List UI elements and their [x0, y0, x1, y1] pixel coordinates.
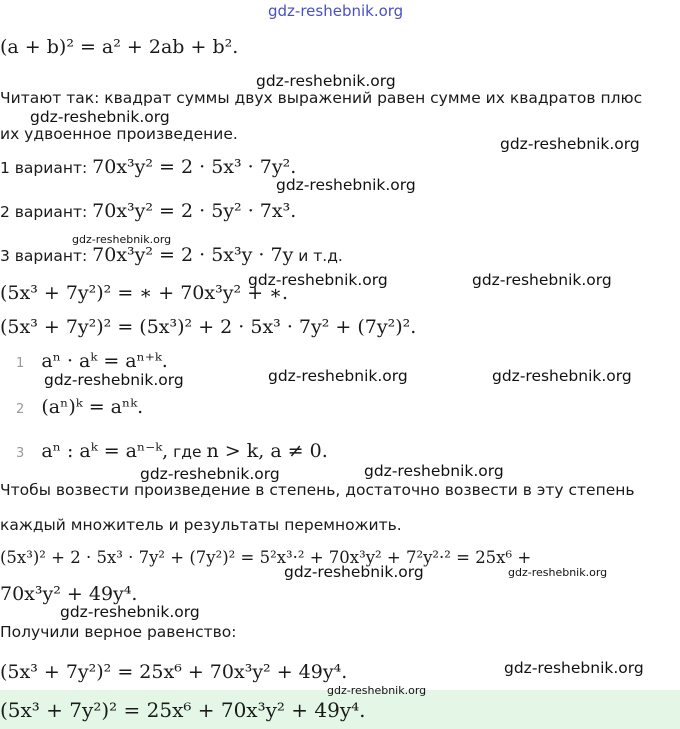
rule-3-where: где: [168, 443, 207, 461]
watermark: gdz-reshebnik.org: [504, 659, 644, 677]
variant-1: [0, 156, 296, 178]
got-correct-text: Получили верное равенство:: [0, 623, 237, 641]
variant-2: [0, 200, 296, 222]
equation-with-stars: (5x³ + 7y²)² = ∗ + 70x³y² + ∗.: [0, 282, 289, 304]
watermark: gdz-reshebnik.org: [492, 367, 632, 385]
rule-1-number: 1: [16, 356, 25, 371]
variant-3-suffix: и т.д.: [293, 247, 343, 265]
watermark: gdz-reshebnik.org: [44, 371, 184, 389]
calculation-line-2: 70x³y² + 49y⁴.: [0, 583, 138, 605]
read-rule-line-1: Читают так: квадрат суммы двух выражений равен сумме их квадратов плюс: [0, 89, 643, 107]
watermark: gdz-reshebnik.org: [500, 135, 640, 153]
formula-main: (a + b)² = a² + 2ab + b².: [0, 36, 239, 58]
rule-1: [16, 350, 168, 372]
watermark: gdz-reshebnik.org: [30, 108, 170, 126]
variant-3: [0, 244, 343, 266]
watermark: gdz-reshebnik.org: [327, 684, 427, 697]
equation-expanded: (5x³ + 7y²)² = (5x³)² + 2 · 5x³ · 7y² + (7y²)².: [0, 316, 417, 338]
watermark: gdz-reshebnik.org: [140, 465, 280, 483]
watermark: gdz-reshebnik.org: [256, 72, 396, 90]
final-equation: (5x³ + 7y²)² = 25x⁶ + 70x³y² + 49y⁴.: [0, 661, 348, 683]
watermark: gdz-reshebnik.org: [248, 271, 388, 289]
rule-3: [16, 440, 328, 462]
rule-3-number: 3: [16, 446, 25, 461]
variant-3-formula: 70x³y² = 2 · 5x³y · 7y: [92, 244, 294, 266]
watermark-top: gdz-reshebnik.org: [268, 2, 404, 20]
rule-3-condition: n > k, a ≠ 0.: [206, 440, 328, 462]
watermark: gdz-reshebnik.org: [284, 563, 424, 581]
answer-equation: (5x³ + 7y²)² = 25x⁶ + 70x³y² + 49y⁴.: [0, 698, 366, 722]
watermark: gdz-reshebnik.org: [268, 367, 408, 385]
variant-2-label: 2 вариант:: [0, 203, 93, 221]
variant-3-label: 3 вариант:: [0, 247, 93, 265]
read-rule-line-2: их удвоенное произведение.: [0, 125, 238, 143]
power-rule-text-1: Чтобы возвести произведение в степень, достаточно возвести в эту степень: [0, 481, 635, 499]
watermark: gdz-reshebnik.org: [276, 176, 416, 194]
watermark: gdz-reshebnik.org: [364, 462, 504, 480]
rule-2: [16, 396, 143, 418]
variant-2-formula: 70x³y² = 2 · 5y² · 7x³.: [92, 200, 297, 222]
rule-3-formula: aⁿ : aᵏ = aⁿ⁻ᵏ,: [41, 440, 169, 462]
watermark: gdz-reshebnik.org: [60, 603, 200, 621]
calculation-line-1: (5x³)² + 2 · 5x³ · 7y² + (7y²)² = 5²x³·² + 70x³y² + 7²y²·² = 25x⁶ +: [0, 548, 532, 567]
variant-1-formula: 70x³y² = 2 · 5x³ · 7y².: [92, 156, 297, 178]
watermark: gdz-reshebnik.org: [472, 271, 612, 289]
rule-1-formula: aⁿ · aᵏ = aⁿ⁺ᵏ.: [41, 350, 168, 372]
power-rule-text-2: каждый множитель и результаты перемножить.: [0, 516, 402, 534]
watermark: gdz-reshebnik.org: [508, 566, 608, 579]
variant-1-label: 1 вариант:: [0, 159, 93, 177]
rule-2-formula: (aⁿ)ᵏ = aⁿᵏ.: [41, 396, 144, 418]
watermark: gdz-reshebnik.org: [72, 233, 172, 246]
rule-2-number: 2: [16, 402, 25, 417]
